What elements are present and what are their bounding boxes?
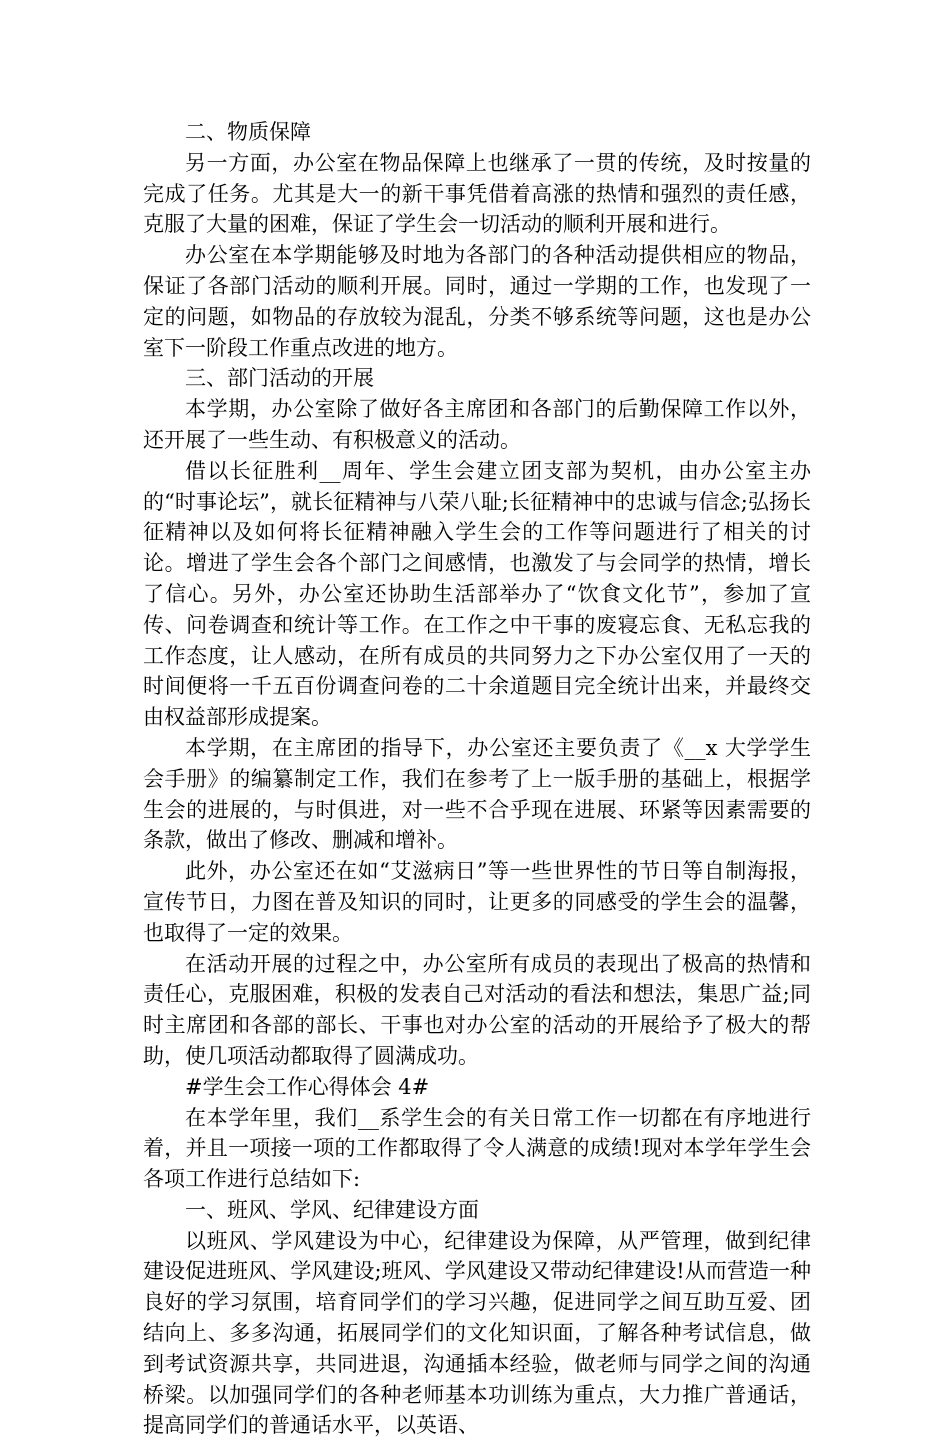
paragraph: 本学期，在主席团的指导下，办公室还主要负责了《__x 大学学生会手册》的编纂制定工作，我们在参考了上一版手册的基础上，根据学生会的进展的，与时俱进，对一些不合乎现在进展、环紧等因素需要的条款，做出了修改、删减和增补。 (143, 735, 811, 853)
paragraph: 此外，办公室还在如“艾滋病日”等一些世界性的节日等自制海报，宣传节日，力图在普及知识的同时，让更多的同感受的学生会的温馨，也取得了一定的效果。 (143, 859, 811, 945)
paragraph: 以班风、学风建设为中心，纪律建设为保障，从严管理，做到纪律建设促进班风、学风建设;班风、学风建设又带动纪律建设!从而营造一种良好的学习氛围，培育同学们的学习兴趣，促进同学之间互助互爱、团结向上、多多沟通，拓展同学们的文化知识面，了解各种考试信息，做到考试资源共享，共同进退，沟通插本经验，做老师与同学之间的沟通桥梁。以加强同学们的各种老师基本功训练为重点，大力推广普通话，提高同学们的普通话水平，以英语、 (143, 1228, 811, 1438)
section-heading-class-style: 一、班风、学风、纪律建设方面 (185, 1197, 479, 1222)
paragraph: 本学期，办公室除了做好各主席团和各部门的后勤保障工作以外，还开展了一些生动、有积极意义的活动。 (143, 397, 811, 452)
paragraph: 办公室在本学期能够及时地为各部门的各种活动提供相应的物品，保证了各部门活动的顺利开展。同时，通过一学期的工作，也发现了一定的问题，如物品的存放较为混乱，分类不够系统等问题，这也是办公室下一阶段工作重点改进的地方。 (143, 243, 811, 360)
section-heading-department-activities: 三、部门活动的开展 (185, 366, 374, 391)
paragraph: 在活动开展的过程之中，办公室所有成员的表现出了极高的热情和责任心，克服困难，积极的发表自己对活动的看法和想法，集思广益;同时主席团和各部的部长、干事也对办公室的活动的开展给予了极大的帮助，使几项活动都取得了圆满成功。 (143, 951, 811, 1068)
paragraph: 在本学年里，我们__系学生会的有关日常工作一切都在有序地进行着，并且一项接一项的工作都取得了令人满意的成绩!现对本学年学生会各项工作进行总结如下: (143, 1105, 811, 1192)
paragraph: 借以长征胜利__周年、学生会建立团支部为契机，由办公室主办的“时事论坛”，就长征精神与八荣八耻;长征精神中的忠诚与信念;弘扬长征精神以及如何将长征精神融入学生会的工作等问题进行了相关的讨论。增进了学生会各个部门之间感情，也激发了与会同学的热情，增长了信心。另外，办公室还协助生活部举办了“饮食文化节”，参加了宣传、问卷调查和统计等工作。在工作之中干事的废寝忘食、无私忘我的工作态度，让人感动，在所有成员的共同努力之下办公室仅用了一天的时间便将一千五百份调查问卷的二十余道题目完全统计出来，并最终交由权益部形成提案。 (143, 458, 811, 730)
paragraph: 另一方面，办公室在物品保障上也继承了一贯的传统，及时按量的完成了任务。尤其是大一的新干事凭借着高涨的热情和强烈的责任感，克服了大量的困难，保证了学生会一切活动的顺利开展和进行。 (143, 150, 811, 237)
section-heading-material-support: 二、物质保障 (185, 120, 311, 144)
document-body (143, 117, 811, 1441)
article-title: #学生会工作心得体会 4# (185, 1074, 430, 1099)
